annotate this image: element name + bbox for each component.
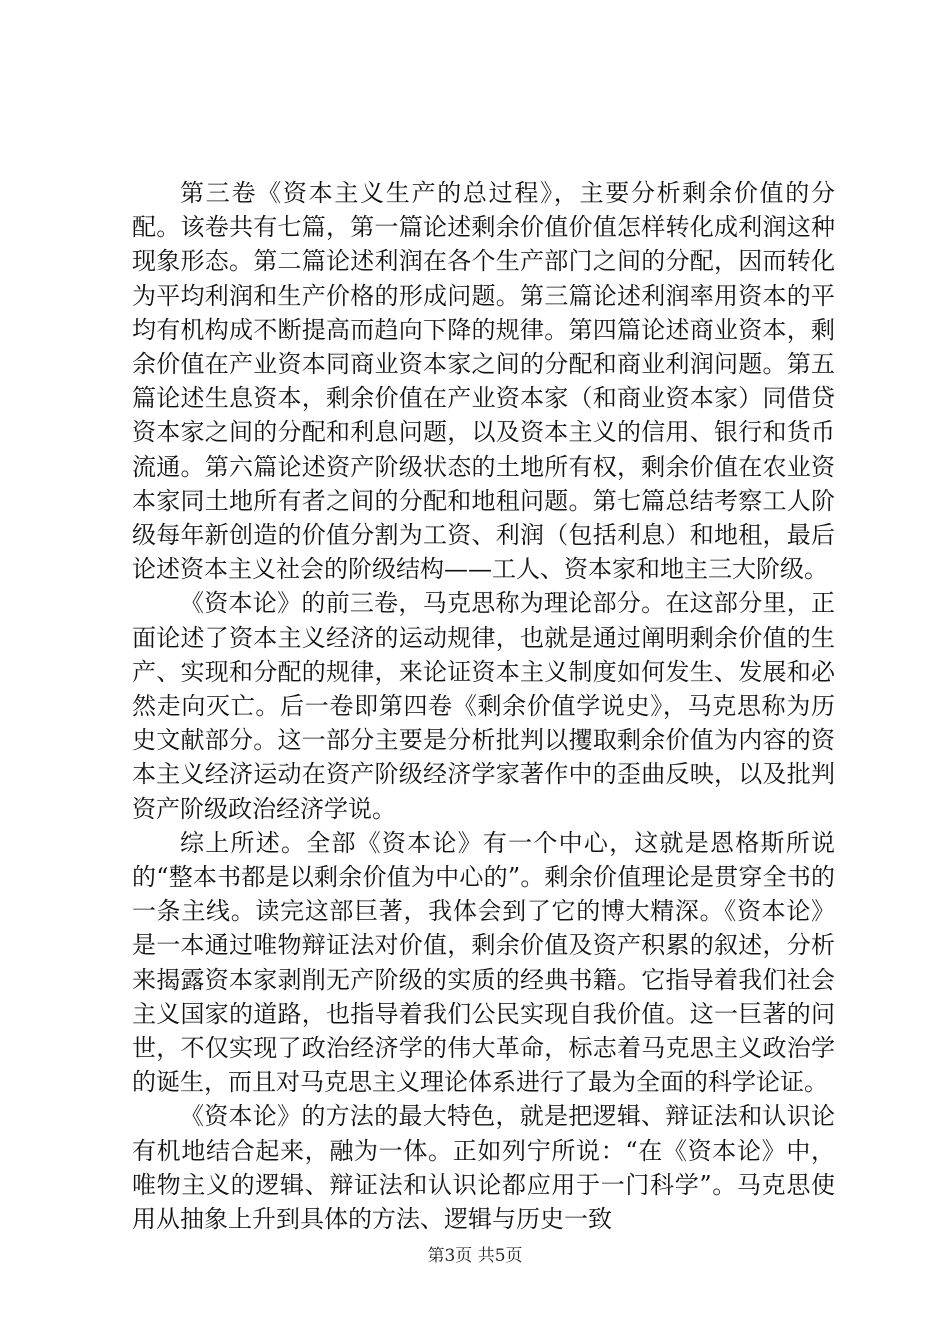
document-body [132,176,835,1236]
paragraph-first-three-volumes: 《资本论》的前三卷，马克思称为理论部分。在这部分里，正面论述了资本主义经济的运动规律，也就是通过阐明剩余价值的生产、实现和分配的规律，来论证资本主义制度如何发生、发展和必然走向灭亡。后一卷即第四卷《剩余价值学说史》，马克思称为历史文献部分。这一部分主要是分析批判以攫取剩余价值为内容的资本主义经济运动在资产阶级经济学家著作中的歪曲反映，以及批判资产阶级政治经济学说。 [132,589,835,823]
paragraph-summary: 综上所述。全部《资本论》有一个中心，这就是恩格斯所说的“整本书都是以剩余价值为中心的”。剩余价值理论是贯穿全书的一条主线。读完这部巨著，我体会到了它的博大精深。《资本论》是一本通过唯物辩证法对价值，剩余价值及资产积累的叙述，分析来揭露资本家剥削无产阶级的实质的经典书籍。它指导着我们社会主义国家的道路，也指导着我们公民实现自我价值。这一巨著的问世，不仅实现了政治经济学的伟大革命，标志着马克思主义政治学的诞生，而且对马克思主义理论体系进行了最为全面的科学论证。 [132,828,835,1097]
paragraph-volume-three: 第三卷《资本主义生产的总过程》，主要分析剩余价值的分配。该卷共有七篇，第一篇论述剩余价值价值怎样转化成利润这种现象形态。第二篇论述利润在各个生产部门之间的分配，因而转化为平均利润和生产价格的形成问题。第三篇论述利润率用资本的平均有机构成不断提高而趋向下降的规律。第四篇论述商业资本，剩余价值在产业资本同商业资本家之间的分配和商业利润问题。第五篇论述生息资本，剩余价值在产业资本家（和商业资本家）同借贷资本家之间的分配和利息问题，以及资本主义的信用、银行和货币流通。第六篇论述资产阶级状态的土地所有权，剩余价值在农业资本家同土地所有者之间的分配和地租问题。第七篇总结考察工人阶级每年新创造的价值分割为工资、利润（包括利息）和地租，最后论述资本主义社会的阶级结构——工人、资本家和地主三大阶级。 [132,179,835,584]
page-number-footer: 第3页 共5页 [427,1246,523,1266]
paragraph-method: 《资本论》的方法的最大特色，就是把逻辑、辩证法和认识论有机地结合起来，融为一体。正如列宁所说：“在《资本论》中，唯物主义的逻辑、辩证法和认识论都应用于一门科学”。马克思使用从抽象上升到具体的方法、逻辑与历史一致 [132,1102,835,1234]
